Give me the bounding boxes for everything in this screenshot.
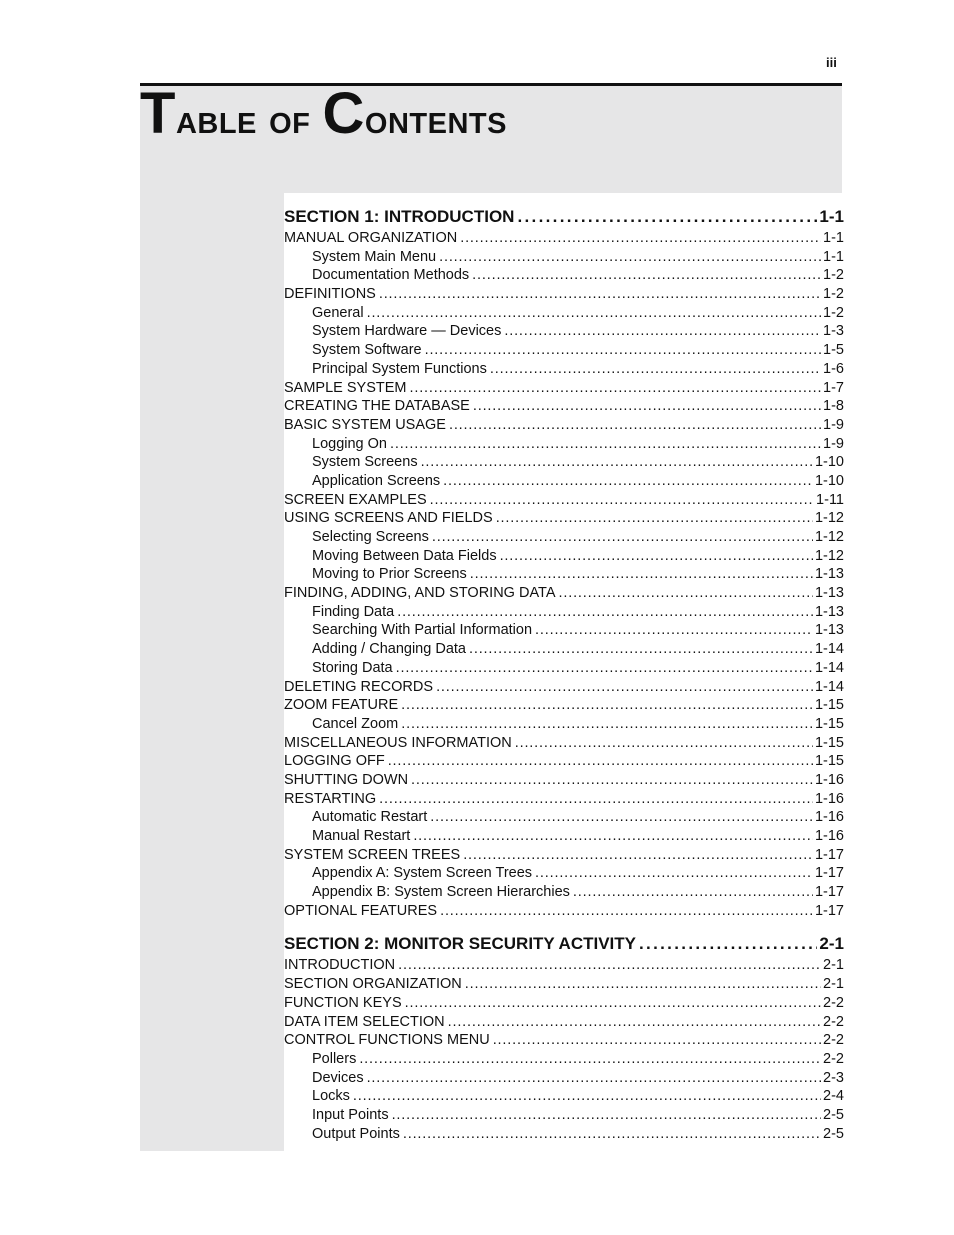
dot-leader xyxy=(515,734,813,753)
toc-entry-page: 2-1 xyxy=(823,976,844,993)
toc-subentry[interactable] xyxy=(284,435,844,454)
toc-entry-page: 1-13 xyxy=(814,566,844,583)
dot-leader xyxy=(367,304,821,323)
toc-entry-label: USING SCREENS AND FIELDS xyxy=(284,510,493,527)
toc-subentry[interactable] xyxy=(284,808,844,827)
toc-entry-page: 2-3 xyxy=(823,1069,844,1086)
toc-subentry[interactable] xyxy=(284,621,844,640)
toc-entry-label: Adding / Changing Data xyxy=(312,641,466,658)
dot-leader xyxy=(359,1050,821,1069)
toc-entry-page: 2-4 xyxy=(823,1088,844,1105)
toc-entry[interactable] xyxy=(284,397,844,416)
toc-subentry[interactable] xyxy=(284,266,844,285)
toc-entry-page: 1-17 xyxy=(814,865,844,882)
dot-leader xyxy=(398,956,821,975)
dot-leader xyxy=(430,808,813,827)
dot-leader xyxy=(559,584,813,603)
toc-entry-page: 1-10 xyxy=(814,454,844,471)
toc-entry-label: FUNCTION KEYS xyxy=(284,994,402,1011)
toc-subentry[interactable] xyxy=(284,1087,844,1106)
dot-leader xyxy=(353,1087,821,1106)
page-title xyxy=(140,81,507,149)
toc-subentry[interactable] xyxy=(284,341,844,360)
toc-entry-label: SHUTTING DOWN xyxy=(284,771,409,788)
toc-entry[interactable] xyxy=(284,994,844,1013)
dot-leader xyxy=(443,472,813,491)
dot-leader xyxy=(573,883,813,902)
dot-leader xyxy=(390,435,821,454)
toc-entry-label: Cancel Zoom xyxy=(312,715,399,732)
page-number: iii xyxy=(826,55,837,70)
toc-entry-page: 1-13 xyxy=(814,622,844,639)
dot-leader xyxy=(409,379,821,398)
toc-entry[interactable] xyxy=(284,509,844,528)
dot-leader xyxy=(411,771,813,790)
toc-section-page: 1-1 xyxy=(819,207,844,226)
toc-entry-label: Searching With Partial Information xyxy=(312,622,533,639)
toc-entry-page: 2-2 xyxy=(823,1050,844,1067)
dot-leader xyxy=(469,640,813,659)
title-initial-t: T xyxy=(140,81,176,146)
title-word-able: able xyxy=(175,95,270,142)
title-word-ontents: ontents xyxy=(364,95,507,142)
toc-section-page: 2-1 xyxy=(819,934,844,954)
dot-leader xyxy=(403,1125,821,1144)
dot-leader xyxy=(517,205,817,229)
toc-entry[interactable] xyxy=(284,285,844,304)
toc-entry-label: OPTIONAL FEATURES xyxy=(284,902,438,919)
dot-leader xyxy=(421,453,813,472)
toc-subentry[interactable] xyxy=(284,640,844,659)
toc-entry[interactable] xyxy=(284,678,844,697)
toc-entry-page: 1-17 xyxy=(814,902,844,919)
toc-entry-page: 1-15 xyxy=(814,753,844,770)
toc-entry-label: LOGGING OFF xyxy=(284,753,385,770)
dot-leader xyxy=(465,975,821,994)
toc-entry-label: Moving to Prior Screens xyxy=(312,566,467,583)
toc-entry-page: 1-13 xyxy=(814,603,844,620)
dot-leader xyxy=(436,678,813,697)
dot-leader xyxy=(448,1013,821,1032)
toc-entry[interactable] xyxy=(284,1031,844,1050)
toc-entry-label: Moving Between Data Fields xyxy=(312,547,497,564)
dot-leader xyxy=(473,397,821,416)
dot-leader xyxy=(493,1031,821,1050)
toc-entry-label: System Software xyxy=(312,342,422,359)
toc-entry-page: 1-2 xyxy=(823,304,844,321)
toc-entry-page: 1-15 xyxy=(814,697,844,714)
toc-entry-page: 1-1 xyxy=(823,230,844,246)
toc-entry[interactable] xyxy=(284,846,844,865)
toc-subentry[interactable] xyxy=(284,659,844,678)
toc-entry-page: 1-7 xyxy=(823,379,844,396)
dot-leader xyxy=(397,603,813,622)
toc-subentry[interactable] xyxy=(284,1106,844,1125)
dot-leader xyxy=(470,565,813,584)
toc-entry-label: Devices xyxy=(312,1069,364,1086)
toc-subentry[interactable] xyxy=(284,322,844,341)
toc-entry-page: 1-6 xyxy=(823,360,844,377)
toc-subentry[interactable] xyxy=(284,304,844,323)
toc-subentry[interactable] xyxy=(284,528,844,547)
dot-leader xyxy=(500,547,813,566)
toc-entry-page: 1-16 xyxy=(814,790,844,807)
toc-entry-page: 1-3 xyxy=(823,323,844,340)
toc-entry[interactable] xyxy=(284,956,844,975)
dot-leader xyxy=(439,248,821,267)
toc-entry[interactable] xyxy=(284,491,844,510)
dot-leader xyxy=(440,902,813,921)
toc-entry-page: 1-14 xyxy=(814,678,844,695)
dot-leader xyxy=(639,932,817,956)
title-word-of: of xyxy=(269,95,323,142)
toc-entry-label: Automatic Restart xyxy=(312,809,428,826)
toc-entry-page: 1-1 xyxy=(823,248,844,265)
dot-leader xyxy=(379,285,821,304)
dot-leader xyxy=(430,491,814,510)
toc-entry-label: MISCELLANEOUS INFORMATION xyxy=(284,734,512,751)
toc-entry-label: Manual Restart xyxy=(312,828,411,844)
toc-entry-label: SAMPLE SYSTEM xyxy=(284,379,407,396)
toc-entry-label: Storing Data xyxy=(312,659,393,676)
toc-entry-page: 1-2 xyxy=(823,286,844,303)
toc-subentry[interactable] xyxy=(284,827,844,846)
toc-entry-label: DEFINITIONS xyxy=(284,286,376,303)
dot-leader xyxy=(535,621,813,640)
toc-entry-label: System Screens xyxy=(312,454,418,471)
toc-entry-label: General xyxy=(312,304,364,321)
toc-subentry[interactable] xyxy=(284,360,844,379)
toc-entry-label: INTRODUCTION xyxy=(284,957,396,974)
toc-section-heading[interactable] xyxy=(284,932,844,956)
toc-entry-label: System Main Menu xyxy=(312,248,437,265)
toc-entry-page: 1-11 xyxy=(816,491,844,508)
dot-leader xyxy=(449,416,821,435)
toc-subentry[interactable] xyxy=(284,1125,844,1144)
toc-subentry[interactable] xyxy=(284,547,844,566)
toc-subentry[interactable] xyxy=(284,472,844,491)
toc-entry-label: MANUAL ORGANIZATION xyxy=(284,230,458,246)
toc-entry-label: Locks xyxy=(312,1088,350,1105)
dot-leader xyxy=(460,229,821,248)
toc-entry[interactable] xyxy=(284,416,844,435)
toc-entry-page: 1-9 xyxy=(823,416,844,433)
dot-leader xyxy=(388,752,813,771)
toc-entry-page: 1-12 xyxy=(814,510,844,527)
toc-entry-label: System Hardware — Devices xyxy=(312,323,502,340)
toc-entry[interactable] xyxy=(284,584,844,603)
toc-entry-label: CONTROL FUNCTIONS MENU xyxy=(284,1032,490,1049)
dot-leader xyxy=(535,864,813,883)
toc-entry-label: Logging On xyxy=(312,435,387,452)
toc-entry-page: 1-17 xyxy=(814,846,844,863)
margin-band xyxy=(140,193,284,1151)
dot-leader xyxy=(463,846,813,865)
toc-entry-label: Finding Data xyxy=(312,603,395,620)
toc-entry-label: SCREEN EXAMPLES xyxy=(284,491,427,508)
toc-section-title: SECTION 2: MONITOR SECURITY ACTIVITY xyxy=(284,934,636,954)
toc-entry-label: Output Points xyxy=(312,1125,400,1142)
toc-entry-page: 1-10 xyxy=(814,472,844,489)
toc-entry-label: Appendix A: System Screen Trees xyxy=(312,865,533,882)
toc-entry-label: ZOOM FEATURE xyxy=(284,697,399,714)
dot-leader xyxy=(472,266,821,285)
toc-entry[interactable] xyxy=(284,379,844,398)
toc-subentry[interactable] xyxy=(284,864,844,883)
toc-entry-label: SECTION ORGANIZATION xyxy=(284,976,462,993)
toc-entry[interactable] xyxy=(284,790,844,809)
toc-entry-page: 1-16 xyxy=(814,828,844,844)
toc-entry-page: 1-2 xyxy=(823,267,844,284)
toc-entry-page: 1-15 xyxy=(814,734,844,751)
toc-entry-label: CREATING THE DATABASE xyxy=(284,398,470,415)
toc-entry-label: Pollers xyxy=(312,1050,357,1067)
toc-entry-page: 1-9 xyxy=(823,435,844,452)
toc-entry-label: Selecting Screens xyxy=(312,529,429,545)
toc-entry[interactable] xyxy=(284,975,844,994)
dot-leader xyxy=(396,659,813,678)
toc-subentry[interactable] xyxy=(284,1069,844,1088)
dot-leader xyxy=(392,1106,821,1125)
toc-subentry[interactable] xyxy=(284,883,844,902)
toc-entry-page: 1-12 xyxy=(814,529,844,545)
toc-entry-page: 1-16 xyxy=(814,771,844,788)
toc-subentry[interactable] xyxy=(284,715,844,734)
toc-entry-page: 1-14 xyxy=(814,641,844,658)
toc-entry-page: 2-2 xyxy=(823,994,844,1011)
toc-subentry[interactable] xyxy=(284,453,844,472)
dot-leader xyxy=(496,509,813,528)
toc-subentry[interactable] xyxy=(284,603,844,622)
toc-entry-label: Appendix B: System Screen Hierarchies xyxy=(312,884,570,901)
toc-entry-page: 2-1 xyxy=(823,957,844,974)
toc-entry-page: 1-8 xyxy=(823,398,844,415)
toc-entry-label: SYSTEM SCREEN TREES xyxy=(284,846,461,863)
toc-entry-page: 2-2 xyxy=(823,1013,844,1030)
dot-leader xyxy=(504,322,821,341)
toc-entry[interactable] xyxy=(284,696,844,715)
dot-leader xyxy=(425,341,821,360)
toc-subentry[interactable] xyxy=(284,565,844,584)
toc-entry-page: 1-12 xyxy=(814,547,844,564)
toc-entry[interactable] xyxy=(284,1013,844,1032)
toc-entry-label: Documentation Methods xyxy=(312,267,470,284)
dot-leader xyxy=(379,790,813,809)
dot-leader xyxy=(401,696,813,715)
toc-entry-label: RESTARTING xyxy=(284,790,377,807)
toc-entry-page: 1-17 xyxy=(814,884,844,901)
toc-entry-label: Principal System Functions xyxy=(312,360,487,377)
toc-subentry[interactable] xyxy=(284,248,844,267)
dot-leader xyxy=(367,1069,821,1088)
dot-leader xyxy=(432,528,813,547)
dot-leader xyxy=(490,360,821,379)
toc-section-heading[interactable] xyxy=(284,205,844,229)
toc-entry-page: 2-2 xyxy=(823,1032,844,1049)
toc-entry-page: 1-5 xyxy=(823,342,844,359)
toc-entry[interactable] xyxy=(284,902,844,921)
toc-section-title: SECTION 1: INTRODUCTION xyxy=(284,207,515,226)
toc-entry[interactable] xyxy=(284,734,844,753)
toc-entry-page: 2-5 xyxy=(823,1106,844,1123)
dot-leader xyxy=(413,827,813,846)
toc-list xyxy=(284,205,844,1143)
dot-leader xyxy=(405,994,821,1013)
title-initial-c: C xyxy=(322,81,365,146)
toc-entry-label: BASIC SYSTEM USAGE xyxy=(284,416,446,433)
toc-entry-page: 1-15 xyxy=(814,715,844,732)
toc-entry-label: Application Screens xyxy=(312,472,441,489)
toc-entry-label: FINDING, ADDING, AND STORING DATA xyxy=(284,585,556,602)
toc-entry-label: Input Points xyxy=(312,1106,389,1123)
toc-entry-page: 2-5 xyxy=(823,1125,844,1142)
toc-entry-page: 1-14 xyxy=(814,659,844,676)
toc-subentry[interactable] xyxy=(284,1050,844,1069)
toc-entry[interactable] xyxy=(284,771,844,790)
toc-entry-label: DATA ITEM SELECTION xyxy=(284,1013,445,1030)
toc-entry-page: 1-13 xyxy=(814,585,844,602)
dot-leader xyxy=(401,715,813,734)
toc-entry[interactable] xyxy=(284,229,844,248)
toc-entry[interactable] xyxy=(284,752,844,771)
toc-entry-label: DELETING RECORDS xyxy=(284,678,434,695)
toc-entry-page: 1-16 xyxy=(814,809,844,826)
